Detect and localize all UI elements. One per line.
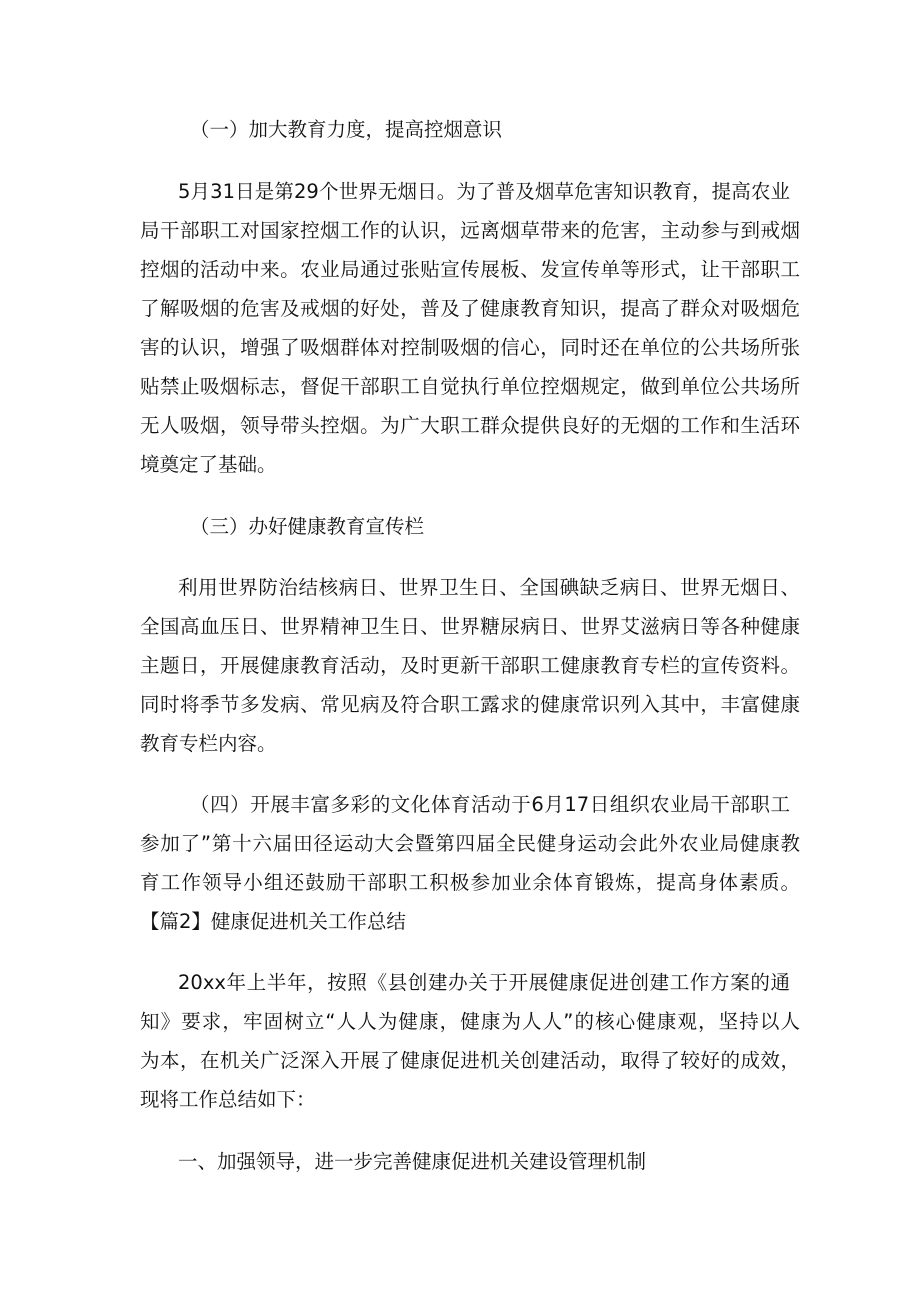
section-heading-3: （三）办好健康教育宣传栏 — [190, 515, 425, 538]
section-heading-leadership: 一、加强领导，进一步完善健康促进机关建设管理机制 — [178, 1150, 647, 1173]
paragraph-line: 现将工作总结如下： — [140, 1088, 316, 1111]
paragraph-line: 贴禁止吸烟标志，督促干部职工自觉执行单位控烟规定，做到单位公共场所 — [140, 375, 800, 398]
paragraph-line: 知》要求，牢固树立“人人为健康，健康为人人”的核心健康观，坚持以人 — [140, 1010, 800, 1033]
paragraph-line: （四）开展丰富多彩的文化体育活动于6月17日组织农业局干部职工 — [190, 793, 790, 816]
paragraph-line: 20xx年上半年，按照《县创建办关于开展健康促进创建工作方案的通 — [178, 971, 790, 994]
paragraph-line: 境奠定了基础。 — [140, 453, 277, 476]
section-heading-1: （一）加大教育力度，提高控烟意识 — [190, 118, 503, 141]
paragraph-line: 为本，在机关广泛深入开展了健康促进机关创建活动，取得了较好的成效， — [140, 1049, 800, 1072]
paragraph-line: 教育专栏内容。 — [140, 732, 277, 755]
paragraph-line: 全国高血压日、世界精神卫生日、世界糖尿病日、世界艾滋病日等各种健康 — [140, 615, 800, 638]
paragraph-line: 5月31日是第29个世界无烟日。为了普及烟草危害知识教育，提高农业 — [178, 180, 790, 203]
paragraph-line: 控烟的活动中来。农业局通过张贴宣传展板、发宣传单等形式，让干部职工 — [140, 258, 800, 281]
paragraph-line: 无人吸烟，领导带头控烟。为广大职工群众提供良好的无烟的工作和生活环 — [140, 414, 800, 437]
paragraph-line: 害的认识，增强了吸烟群体对控制吸烟的信心，同时还在单位的公共场所张 — [140, 336, 800, 359]
paragraph-line: 同时将季节多发病、常见病及符合职工露求的健康常识列入其中，丰富健康 — [140, 693, 800, 716]
paragraph-line: 主题日，开展健康教育活动，及时更新干部职工健康教育专栏的宣传资料。 — [140, 654, 800, 677]
paragraph-line: 了解吸烟的危害及戒烟的好处，普及了健康教育知识，提高了群众对吸烟危 — [140, 297, 800, 320]
paragraph-line: 局干部职工对国家控烟工作的认识，远离烟草带来的危害，主动参与到戒烟 — [140, 219, 800, 242]
article-title: 【篇2】健康促进机关工作总结 — [140, 910, 406, 933]
paragraph-line: 利用世界防治结核病日、世界卫生日、全国碘缺乏病日、世界无烟日、 — [178, 576, 800, 599]
paragraph-line: 参加了”第十六届田径运动大会暨第四届全民健身运动会此外农业局健康教 — [140, 832, 800, 855]
paragraph-line: 育工作领导小组还鼓励干部职工积极参加业余体育锻炼，提高身体素质。 — [140, 871, 800, 894]
